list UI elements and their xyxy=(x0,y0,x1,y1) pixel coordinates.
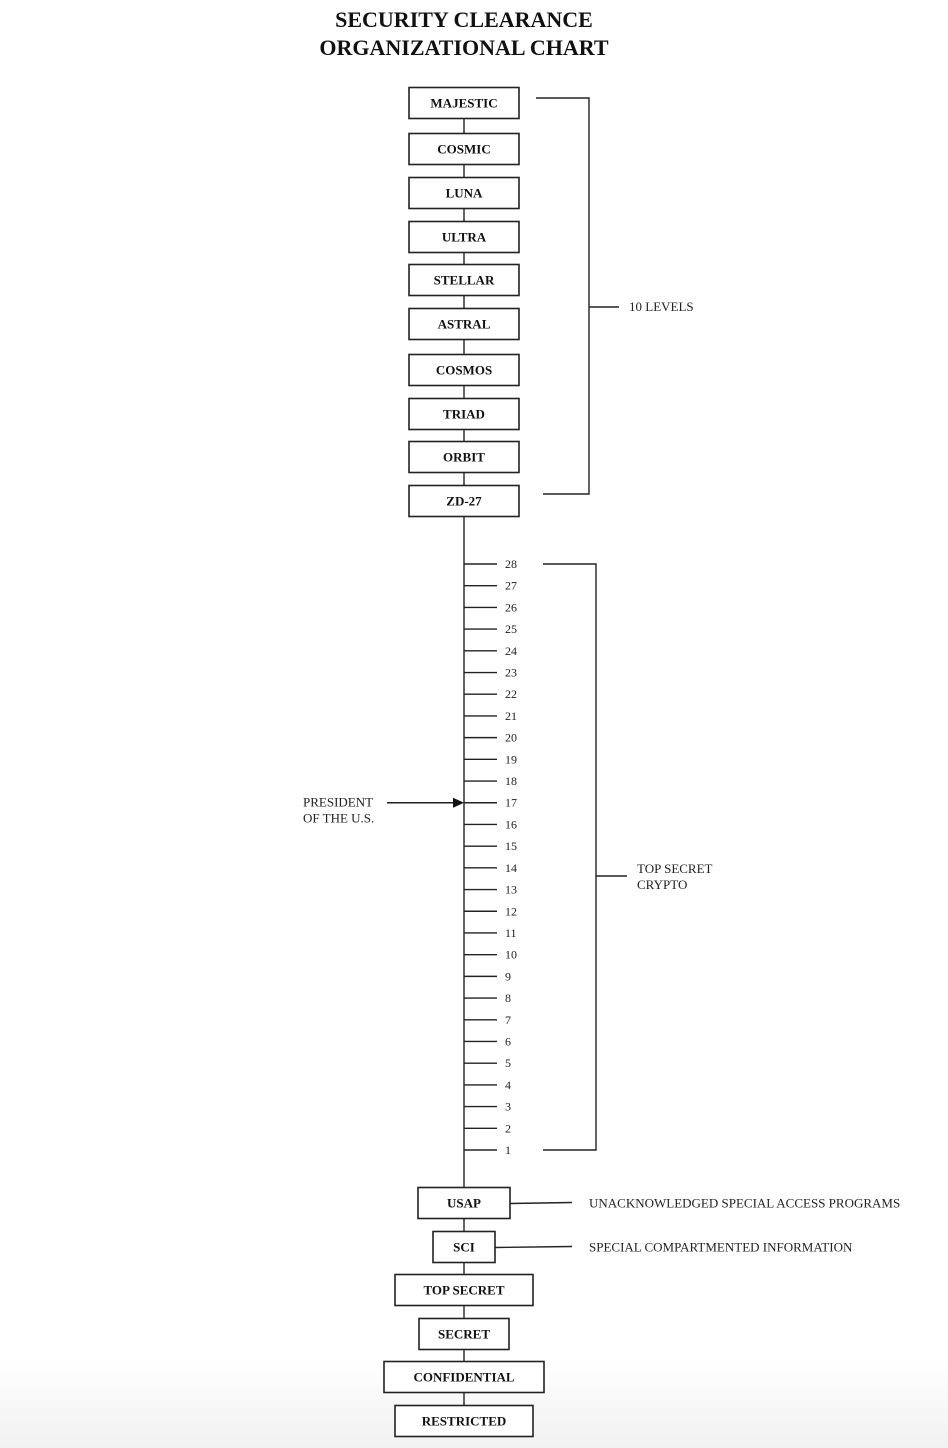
crypto-level-number: 21 xyxy=(505,708,517,723)
crypto-level-number: 7 xyxy=(505,1012,511,1027)
crypto-level-5 xyxy=(464,1056,511,1070)
bracket-label-line-1: TOP SECRET xyxy=(637,861,713,876)
president-label-line-2: OF THE U.S. xyxy=(303,810,375,826)
level-box-majestic xyxy=(409,88,519,119)
level-box-label: LUNA xyxy=(445,185,483,201)
level-box-label: COSMIC xyxy=(437,141,491,157)
crypto-level-number: 8 xyxy=(505,991,511,1006)
crypto-level-number: 23 xyxy=(505,665,517,680)
level-box-confidential xyxy=(384,1362,544,1393)
crypto-level-1 xyxy=(464,1143,511,1157)
level-box-label: MAJESTIC xyxy=(430,95,498,111)
level-box-secret xyxy=(419,1319,509,1350)
crypto-level-28 xyxy=(464,557,517,571)
crypto-level-8 xyxy=(464,991,511,1005)
crypto-level-number: 20 xyxy=(505,730,517,745)
level-box-label: SCI xyxy=(453,1239,475,1255)
level-box-label: TRIAD xyxy=(443,406,485,422)
arrow-head-icon xyxy=(453,798,464,808)
level-box-label: CONFIDENTIAL xyxy=(413,1369,515,1385)
level-box-orbit xyxy=(409,442,519,473)
crypto-level-14 xyxy=(464,861,517,875)
president-marker xyxy=(303,795,464,826)
crypto-level-26 xyxy=(464,600,517,614)
description-connector xyxy=(495,1247,572,1248)
crypto-level-7 xyxy=(464,1013,511,1027)
crypto-level-number: 3 xyxy=(505,1099,511,1114)
level-box-label: STELLAR xyxy=(433,272,495,288)
crypto-level-11 xyxy=(464,926,517,940)
crypto-level-6 xyxy=(464,1034,511,1048)
crypto-level-number: 11 xyxy=(505,925,517,940)
level-box-label: ZD-27 xyxy=(446,493,482,509)
top-secret-crypto-bracket xyxy=(543,564,713,1150)
level-description: SPECIAL COMPARTMENTED INFORMATION xyxy=(589,1239,853,1255)
crypto-level-number: 10 xyxy=(505,947,517,962)
crypto-level-number: 12 xyxy=(505,904,517,919)
crypto-level-number: 4 xyxy=(505,1077,511,1092)
crypto-level-16 xyxy=(464,817,517,831)
crypto-level-18 xyxy=(464,774,517,788)
level-box-astral xyxy=(409,309,519,340)
crypto-level-number: 16 xyxy=(505,817,517,832)
crypto-level-3 xyxy=(464,1100,511,1114)
description-connector xyxy=(510,1203,572,1204)
crypto-level-number: 14 xyxy=(505,860,517,875)
crypto-level-12 xyxy=(464,904,517,918)
crypto-level-number: 2 xyxy=(505,1121,511,1136)
crypto-level-number: 25 xyxy=(505,622,517,637)
chart-title-line-1: SECURITY CLEARANCE xyxy=(335,7,593,32)
level-box-top-secret xyxy=(395,1275,533,1306)
crypto-level-number: 5 xyxy=(505,1056,511,1071)
level-box-label: ASTRAL xyxy=(437,316,491,332)
level-box-label: ORBIT xyxy=(443,449,485,465)
crypto-level-number: 28 xyxy=(505,557,517,571)
level-box-luna xyxy=(409,178,519,209)
level-box-label: USAP xyxy=(447,1195,481,1211)
crypto-level-number: 18 xyxy=(505,774,517,789)
crypto-level-number: 1 xyxy=(505,1143,511,1157)
level-box-cosmic xyxy=(409,134,519,165)
crypto-level-4 xyxy=(464,1078,511,1092)
bracket-label-line-2: CRYPTO xyxy=(637,877,688,892)
level-box-label: RESTRICTED xyxy=(421,1413,507,1429)
crypto-level-number: 13 xyxy=(505,882,517,897)
crypto-level-number: 6 xyxy=(505,1034,511,1049)
crypto-level-21 xyxy=(464,709,517,723)
crypto-level-number: 9 xyxy=(505,969,511,984)
bottom-level-boxes xyxy=(384,1188,900,1437)
crypto-level-number: 22 xyxy=(505,687,517,702)
level-box-triad xyxy=(409,399,519,430)
crypto-level-number: 19 xyxy=(505,752,517,767)
level-box-label: TOP SECRET xyxy=(423,1282,505,1298)
crypto-level-number: 17 xyxy=(505,795,517,810)
crypto-level-10 xyxy=(464,948,517,962)
crypto-level-27 xyxy=(464,579,517,593)
crypto-level-number: 27 xyxy=(505,578,517,593)
crypto-level-number: 15 xyxy=(505,839,517,854)
crypto-level-19 xyxy=(464,752,517,766)
crypto-level-25 xyxy=(464,622,517,636)
level-box-ultra xyxy=(409,222,519,253)
crypto-level-24 xyxy=(464,644,517,658)
bracket-line xyxy=(543,564,596,1150)
crypto-level-13 xyxy=(464,883,517,897)
level-box-usap xyxy=(418,1188,900,1219)
crypto-level-20 xyxy=(464,731,517,745)
level-box-cosmos xyxy=(409,355,519,386)
crypto-level-17 xyxy=(464,796,517,810)
crypto-level-23 xyxy=(464,666,517,680)
level-box-label: ULTRA xyxy=(441,229,487,245)
crypto-level-9 xyxy=(464,969,511,983)
crypto-level-number: 24 xyxy=(505,643,517,658)
level-box-restricted xyxy=(395,1406,533,1437)
crypto-level-2 xyxy=(464,1121,511,1135)
president-label-line-1: PRESIDENT xyxy=(303,794,374,810)
level-box-zd-27 xyxy=(409,486,519,517)
crypto-ladder xyxy=(464,557,517,1157)
crypto-level-15 xyxy=(464,839,517,853)
level-box-sci xyxy=(433,1232,853,1263)
bracket-line xyxy=(536,98,589,494)
level-box-label: COSMOS xyxy=(435,362,493,378)
crypto-level-number: 26 xyxy=(505,600,517,615)
bracket-label: 10 LEVELS xyxy=(629,299,694,314)
ten-levels-bracket xyxy=(536,98,694,494)
level-box-label: SECRET xyxy=(437,1326,491,1342)
level-description: UNACKNOWLEDGED SPECIAL ACCESS PROGRAMS xyxy=(589,1195,901,1211)
level-box-stellar xyxy=(409,265,519,296)
chart-title-line-2: ORGANIZATIONAL CHART xyxy=(319,35,609,60)
crypto-level-22 xyxy=(464,687,517,701)
